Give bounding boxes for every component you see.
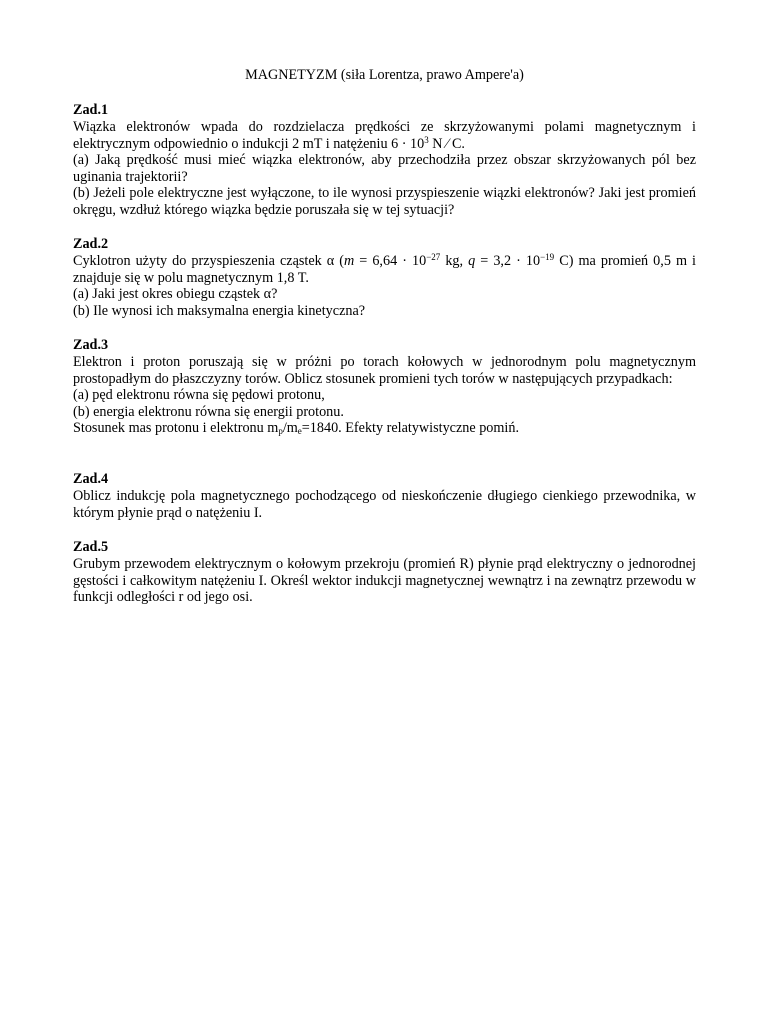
problem-intro-text: Wiązka elektronów wpada do rozdzielacza prędkości ze skrzyżowanymi polami magnetycznym i elektrycznym odpowiednio o indukcji 2 mT i natężeniu 6 · 10 bbox=[73, 119, 696, 152]
problem-intro bbox=[73, 119, 696, 152]
problem-heading: Zad.2 bbox=[73, 236, 109, 252]
problem-3 bbox=[73, 337, 696, 437]
problem-intro: Grubym przewodem elektrycznym o kołowym przekroju (promień R) płynie prąd elektryczny o jednorodnej gęstości i całkowitym natężeniu I. Określ wektor indukcji magnetycznej wewnątrz i na zewnątrz przewodu w funkcji odległości r od jego osi. bbox=[73, 556, 696, 606]
mass-value: = 6,64 · 10 bbox=[354, 253, 427, 269]
problem-body bbox=[73, 488, 696, 521]
problem-heading: Zad.3 bbox=[73, 337, 109, 353]
problem-heading: Zad.5 bbox=[73, 539, 109, 555]
problem-intro: Oblicz indukcję pola magnetycznego pochodzącego od nieskończenie długiego cienkiego przewodnika, w którym płynie prąd o natężeniu I. bbox=[73, 488, 696, 521]
problem-heading: Zad.1 bbox=[73, 102, 109, 118]
problem-intro: Elektron i proton poruszają się w próżni po torach kołowych w jednorodnym polu magnetycznym prostopadłym do płaszczyzny torów. Oblicz stosunek promieni tych torów w następujących przypadkach: bbox=[73, 354, 696, 387]
exponent: 3 bbox=[424, 134, 429, 145]
problem-1 bbox=[73, 102, 696, 219]
problem-5 bbox=[73, 539, 696, 606]
exponent: −27 bbox=[426, 252, 441, 262]
mass-unit: kg, bbox=[440, 253, 469, 269]
problem-intro-text: C) ma promień 0,5 m i znajduje się w polu magnetycznym 1,8 T. bbox=[73, 253, 697, 286]
question-a: (a) Jaki jest okres obiegu cząstek α? bbox=[73, 286, 278, 303]
problem-body bbox=[73, 354, 696, 437]
problem-body bbox=[73, 556, 696, 606]
note-text: /m bbox=[282, 420, 298, 437]
subscript: p bbox=[278, 426, 283, 437]
problem-note bbox=[73, 420, 696, 437]
question-a: (a) Jaką prędkość musi mieć wiązka elektronów, aby przechodziła przez obszar skrzyżowanych pól bez uginania trajektorii? bbox=[73, 152, 696, 185]
problem-2 bbox=[73, 236, 696, 319]
problem-body bbox=[73, 253, 696, 319]
problem-intro bbox=[73, 253, 696, 286]
question-a: (a) pęd elektronu równa się pędowi protonu, bbox=[73, 387, 325, 404]
problem-4 bbox=[73, 471, 696, 521]
problem-intro-text: Cyklotron użyty do przyspieszenia cząstek α ( bbox=[73, 253, 344, 269]
question-b: (b) Jeżeli pole elektryczne jest wyłączone, to ile wynosi przyspieszenie wiązki elektronów? Jaki jest promień okręgu, wzdłuż którego wiązka będzie poruszała się w tej sytuacji? bbox=[73, 185, 696, 218]
problem-intro-unit: N ⁄ C. bbox=[428, 135, 465, 152]
exponent: −19 bbox=[540, 252, 555, 262]
problem-heading: Zad.4 bbox=[73, 471, 109, 487]
note-text: =1840. Efekty relatywistyczne pomiń. bbox=[301, 420, 520, 437]
charge-symbol: q bbox=[468, 253, 476, 269]
mass-symbol: m bbox=[343, 253, 355, 269]
document-title: MAGNETYZM (siła Lorentza, prawo Ampere'a) bbox=[245, 67, 524, 83]
problem-body bbox=[73, 119, 696, 219]
note-text: Stosunek mas protonu i elektronu m bbox=[73, 420, 279, 437]
question-b: (b) Ile wynosi ich maksymalna energia kinetyczna? bbox=[73, 302, 366, 319]
charge-value: = 3,2 · 10 bbox=[475, 253, 541, 269]
subscript: e bbox=[297, 426, 302, 437]
question-b: (b) energia elektronu równa się energii protonu. bbox=[73, 403, 344, 420]
